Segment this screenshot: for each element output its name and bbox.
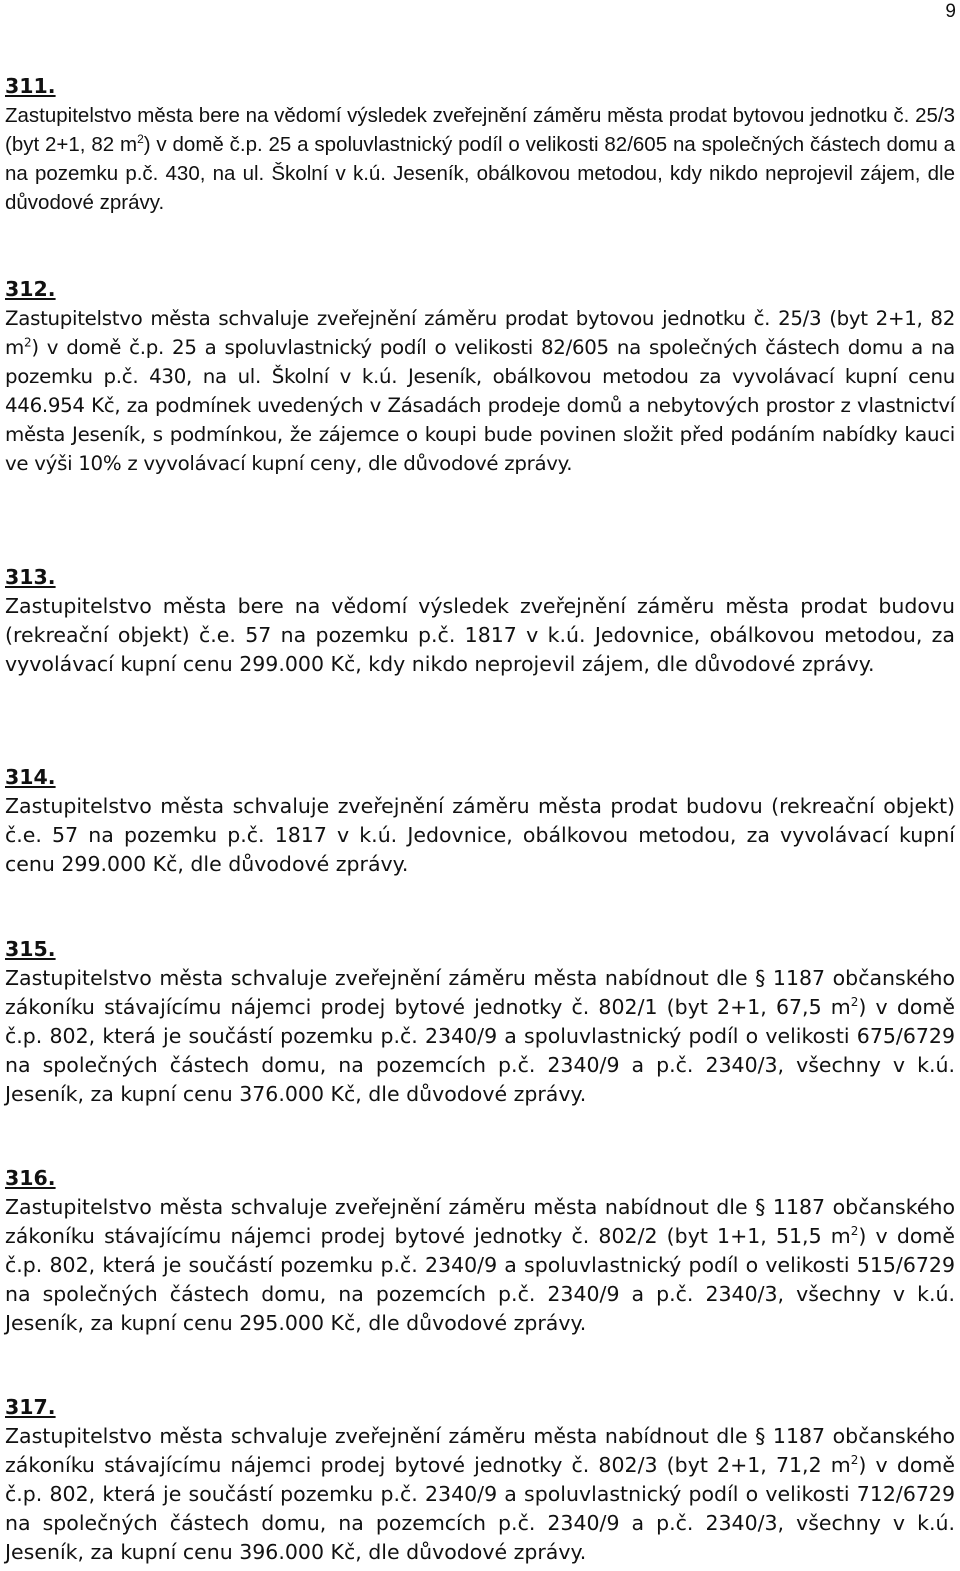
resolution-315 bbox=[5, 935, 955, 1109]
resolution-316 bbox=[5, 1164, 955, 1338]
resolution-314 bbox=[5, 763, 955, 879]
resolution-317 bbox=[5, 1393, 955, 1567]
page-number: 9 bbox=[945, 1, 956, 22]
resolution-number: 311. bbox=[5, 74, 56, 98]
resolution-text: Zastupitelstvo města schvaluje zveřejnění záměru prodat bytovou jednotku č. 25/3 (byt 2+1, 82 $m^2$) v domě č.p. 25 a spoluvlastnický podíl o velikosti 82/605 na společných částech domu a na pozemku p.č. 430, na ul. Školní v k.ú. Jeseník, obálkovou metodou za vyvolávací kupní cenu 446.954 Kč, za podmínek uvedených v Zásadách prodeje domů a nebytových prostor z vlastnictví města Jeseník, s podmínkou, že zájemce o koupi bude povinen složit před podáním nabídky kauci ve výši 10% z vyvolávací kupní ceny, dle důvodové zprávy. bbox=[5, 307, 955, 475]
resolution-313 bbox=[5, 563, 955, 679]
resolution-number: 313. bbox=[5, 565, 56, 589]
resolution-text: Zastupitelstvo města schvaluje zveřejnění záměru města nabídnout dle § 1187 občanského zákoníku stávajícímu nájemci prodej bytové jednotky č. 802/2 (byt 1+1, 51,5 $m^2$) v domě č.p. 802, která je součástí pozemku p.č. 2340/9 a spoluvlastnický podíl o velikosti 515/6729 na společných částech domu, na pozemcích p.č. 2340/9 a p.č. 2340/3, všechny v k.ú. Jeseník, za kupní cenu 295.000 Kč, dle důvodové zprávy. bbox=[5, 1195, 955, 1335]
resolution-number: 314. bbox=[5, 765, 56, 789]
resolution-text: Zastupitelstvo města bere na vědomí výsledek zveřejnění záměru města prodat budovu (rekreační objekt) č.e. 57 na pozemku p.č. 1817 v k.ú. Jedovnice, obálkovou metodou, za vyvolávací kupní cenu 299.000 Kč, kdy nikdo neprojevil zájem, dle důvodové zprávy. bbox=[5, 594, 955, 676]
resolution-311 bbox=[5, 72, 955, 217]
resolution-text: Zastupitelstvo města schvaluje zveřejnění záměru města prodat budovu (rekreační objekt) č.e. 57 na pozemku p.č. 1817 v k.ú. Jedovnice, obálkovou metodou, za vyvolávací kupní cenu 299.000 Kč, dle důvodové zprávy. bbox=[5, 794, 955, 876]
resolution-312 bbox=[5, 275, 955, 478]
resolution-number: 315. bbox=[5, 937, 56, 961]
resolution-text: Zastupitelstvo města schvaluje zveřejnění záměru města nabídnout dle § 1187 občanského zákoníku stávajícímu nájemci prodej bytové jednotky č. 802/3 (byt 2+1, 71,2 $m^2$) v domě č.p. 802, která je součástí pozemku p.č. 2340/9 a spoluvlastnický podíl o velikosti 712/6729 na společných částech domu, na pozemcích p.č. 2340/9 a p.č. 2340/3, všechny v k.ú. Jeseník, za kupní cenu 396.000 Kč, dle důvodové zprávy. bbox=[5, 1424, 955, 1564]
resolution-number: 312. bbox=[5, 277, 56, 301]
resolution-number: 317. bbox=[5, 1395, 56, 1419]
resolution-text: Zastupitelstvo města schvaluje zveřejnění záměru města nabídnout dle § 1187 občanského zákoníku stávajícímu nájemci prodej bytové jednotky č. 802/1 (byt 2+1, 67,5 $m^2$) v domě č.p. 802, která je součástí pozemku p.č. 2340/9 a spoluvlastnický podíl o velikosti 675/6729 na společných částech domu, na pozemcích p.č. 2340/9 a p.č. 2340/3, všechny v k.ú. Jeseník, za kupní cenu 376.000 Kč, dle důvodové zprávy. bbox=[5, 966, 955, 1106]
resolution-number: 316. bbox=[5, 1166, 56, 1190]
resolution-text: Zastupitelstvo města bere na vědomí výsledek zveřejnění záměru města prodat bytovou jednotku č. 25/3 (byt 2+1, 82 $m^2$) v domě č.p. 25 a spoluvlastnický podíl o velikosti 82/605 na společných částech domu a na pozemku p.č. 430, na ul. Školní v k.ú. Jeseník, obálkovou metodou, kdy nikdo neprojevil zájem, dle důvodové zprávy. bbox=[5, 104, 956, 214]
